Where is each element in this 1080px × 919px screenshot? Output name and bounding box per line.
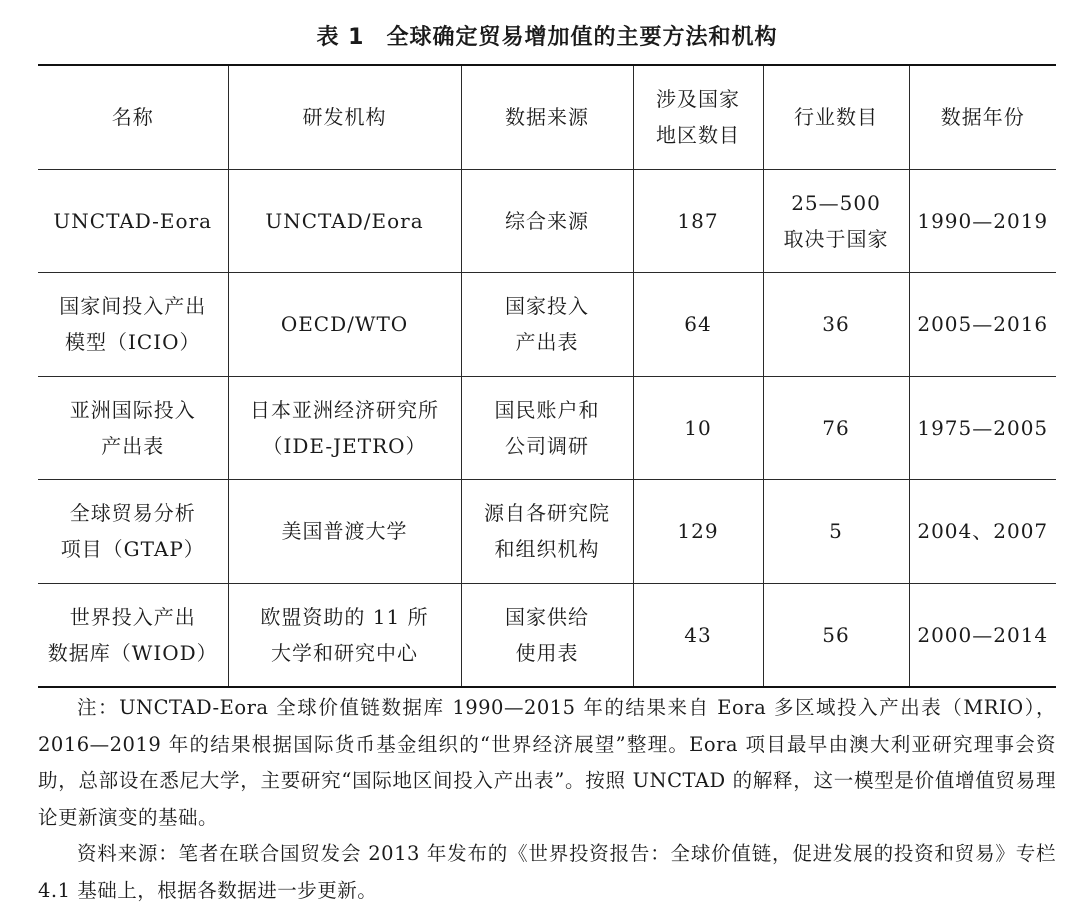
cell-text: 2004、2007 (917, 519, 1049, 544)
table-cell (38, 169, 228, 273)
cell-text: 项目（GTAP） (60, 537, 205, 562)
cell-text: 产出表 (515, 330, 579, 355)
cell-text: 源自各研究院 (484, 501, 610, 526)
table-cell (38, 273, 228, 377)
column-header (461, 65, 633, 169)
table-cell (909, 480, 1056, 584)
cell-text: 数据库（WIOD） (47, 640, 218, 665)
cell-text: 国家投入 (505, 294, 589, 319)
table-cell (38, 583, 228, 687)
cell-text: 10 (684, 415, 712, 440)
table-body (38, 169, 1056, 687)
cell-text: 公司调研 (505, 433, 589, 458)
table-cell (909, 376, 1056, 480)
column-header-text: 研发机构 (302, 105, 387, 130)
table-row (38, 376, 1056, 480)
cell-text: 36 (822, 312, 850, 337)
table-cell (633, 376, 763, 480)
table-cell (633, 583, 763, 687)
table-cell (38, 376, 228, 480)
table-cell (763, 273, 909, 377)
table-title: 全球确定贸易增加值的主要方法和机构 (386, 25, 778, 50)
table-cell (909, 583, 1056, 687)
table-row (38, 480, 1056, 584)
cell-text: UNCTAD-Eora (53, 208, 213, 233)
cell-text: 76 (822, 415, 850, 440)
table-cell (461, 480, 633, 584)
column-header (763, 65, 909, 169)
table-cell (909, 273, 1056, 377)
table-cell (633, 480, 763, 584)
cell-text: 模型（ICIO） (65, 330, 201, 355)
table-cell (228, 376, 461, 480)
table-number: 表 1 (316, 25, 365, 50)
cell-text: 和组织机构 (494, 537, 600, 562)
cell-text: 2000—2014 (917, 622, 1049, 647)
table-row (38, 583, 1056, 687)
table-cell (633, 169, 763, 273)
cell-text: 1975—2005 (917, 415, 1049, 440)
table-cell (38, 480, 228, 584)
column-header-text: 地区数目 (656, 123, 740, 148)
cell-text: UNCTAD/Eora (265, 208, 424, 233)
table-cell (461, 169, 633, 273)
cell-text: 56 (822, 622, 850, 647)
cell-text: 1990—2019 (917, 208, 1049, 233)
table-row (38, 169, 1056, 273)
cell-text: 欧盟资助的 11 所 (260, 604, 429, 629)
cell-text: 日本亚洲经济研究所 (250, 397, 439, 422)
column-header-text: 涉及国家 (656, 87, 740, 112)
column-header (909, 65, 1056, 169)
column-header (38, 65, 228, 169)
cell-text: 全球贸易分析 (69, 501, 196, 526)
table-caption (38, 18, 1056, 58)
table-cell (633, 273, 763, 377)
cell-text: 国家供给 (505, 604, 589, 629)
cell-text: 产出表 (101, 433, 165, 458)
cell-text: 世界投入产出 (69, 604, 196, 629)
cell-text: 5 (829, 519, 843, 544)
column-header-text: 行业数目 (794, 105, 878, 130)
cell-text: 美国普渡大学 (281, 519, 408, 544)
cell-text: 大学和研究中心 (271, 640, 418, 665)
cell-text: 使用表 (515, 640, 579, 665)
table-notes (38, 690, 1056, 909)
cell-text: 亚洲国际投入 (69, 397, 196, 422)
table-cell (228, 273, 461, 377)
note-paragraph: 注：UNCTAD-Eora 全球价值链数据库 1990—2015 年的结果来自 Eora 多区域投入产出表（MRIO），2016—2019 年的结果根据国际货币基金组织的“世界经济展望”整理。Eora 项目最早由澳大利亚研究理事会资助，总部设在悉尼大学，主要研究“国际地区间投入产出表”。按照 UNCTAD 的解释，这一模型是价值增值贸易理论更新演变的基础。 (38, 696, 1056, 829)
cell-text: OECD/WTO (280, 312, 409, 337)
table-cell (228, 169, 461, 273)
table-cell (763, 169, 909, 273)
data-table (38, 64, 1056, 688)
table-cell (763, 583, 909, 687)
column-header-text: 数据年份 (940, 105, 1025, 130)
table-cell (228, 480, 461, 584)
column-header-text: 名称 (111, 105, 154, 130)
cell-text: 25—500 (791, 190, 881, 215)
table-cell (763, 480, 909, 584)
table-cell (461, 376, 633, 480)
table-cell (763, 376, 909, 480)
table-cell (461, 583, 633, 687)
column-header (633, 65, 763, 169)
table-cell (909, 169, 1056, 273)
cell-text: 64 (684, 312, 712, 337)
source-paragraph: 资料来源：笔者在联合国贸发会 2013 年发布的《世界投资报告：全球价值链，促进发展的投资和贸易》专栏 4.1 基础上，根据各数据进一步更新。 (38, 842, 1056, 902)
cell-text: 187 (677, 208, 719, 233)
cell-text: 国家间投入产出 (59, 294, 207, 319)
table-cell (461, 273, 633, 377)
cell-text: 取决于国家 (783, 226, 889, 251)
cell-text: （IDE-JETRO） (262, 433, 427, 458)
cell-text: 43 (684, 622, 712, 647)
header-row (38, 65, 1056, 169)
cell-text: 综合来源 (505, 208, 589, 233)
cell-text: 2005—2016 (917, 312, 1049, 337)
cell-text: 国民账户和 (494, 397, 600, 422)
table-cell (228, 583, 461, 687)
table-row (38, 273, 1056, 377)
column-header (228, 65, 461, 169)
cell-text: 129 (677, 519, 719, 544)
column-header-text: 数据来源 (505, 105, 589, 130)
